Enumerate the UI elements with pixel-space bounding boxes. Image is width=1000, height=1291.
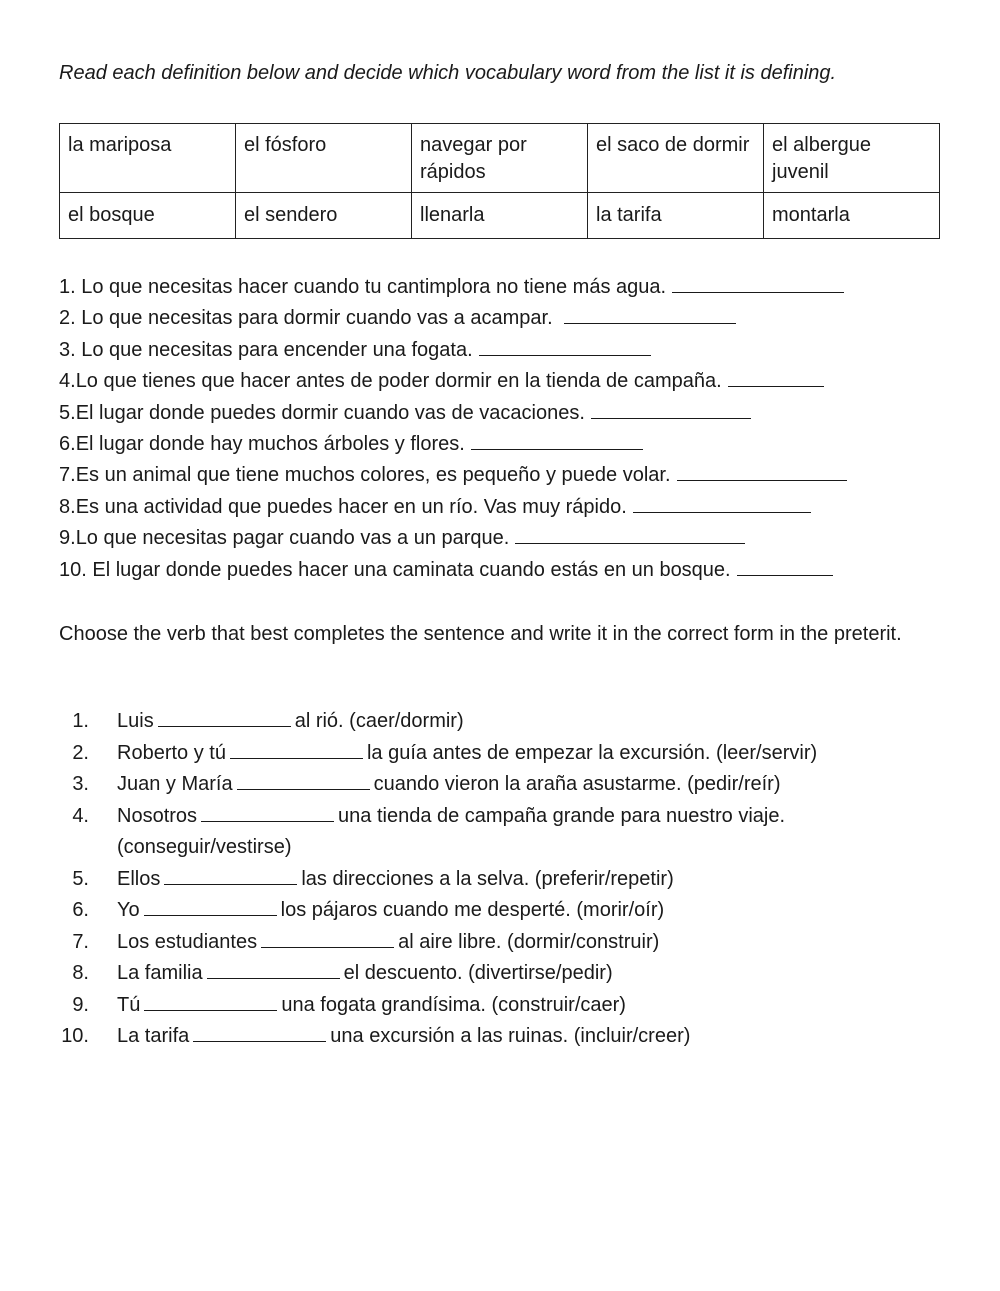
definition-item: [59, 430, 847, 461]
verb-item-number: 3.: [72, 773, 89, 795]
verb-item: [55, 958, 915, 990]
definition-text: El lugar donde puedes dormir cuando vas de vacaciones.: [75, 401, 585, 424]
verb-item-rest: la guía antes de empezar la excursión. (leer/servir): [366, 741, 818, 764]
definition-number: 6.: [59, 432, 76, 455]
definition-item: [59, 304, 847, 335]
verb-item-subject: Luis: [117, 710, 154, 732]
definition-text: Es una actividad que puedes hacer en un río. Vas muy rápido.: [75, 495, 627, 518]
vocab-cell: navegar por rápidos: [412, 124, 588, 193]
answer-blank[interactable]: [471, 431, 643, 450]
answer-blank[interactable]: [672, 274, 844, 293]
answer-blank[interactable]: [591, 400, 751, 419]
definition-text: Lo que necesitas hacer cuando tu cantimplora no tiene más agua.: [75, 276, 667, 298]
answer-blank[interactable]: [230, 740, 363, 759]
answer-blank[interactable]: [261, 929, 394, 948]
verb-item-number: 7.: [72, 930, 89, 953]
verb-item: [55, 706, 915, 738]
verb-item: [55, 1021, 915, 1053]
verb-item-subject: Los estudiantes: [117, 930, 258, 953]
verb-item-rest: una excursión a las ruinas. (incluir/creer): [330, 1025, 691, 1047]
answer-blank[interactable]: [633, 494, 811, 513]
verb-item-number: 4.: [72, 804, 89, 827]
verb-item-subject: Nosotros: [117, 804, 198, 827]
verb-item-subject: La tarifa: [117, 1025, 190, 1047]
definition-text: El lugar donde hay muchos árboles y flores.: [75, 432, 465, 455]
vocab-cell: el bosque: [60, 193, 236, 239]
verb-item-subject: Ellos: [117, 867, 161, 890]
verb-item-rest: el descuento. (divertirse/pedir): [343, 962, 613, 984]
vocab-cell: llenarla: [412, 193, 588, 239]
vocab-cell: el sendero: [236, 193, 412, 239]
vocabulary-table: [59, 123, 940, 239]
verb-item-rest: al aire libre. (dormir/construir): [398, 930, 660, 953]
answer-blank[interactable]: [677, 462, 847, 481]
answer-blank[interactable]: [515, 525, 745, 544]
vocab-cell: la mariposa: [60, 124, 236, 193]
verb-item-rest: las direcciones a la selva. (preferir/repetir): [301, 867, 674, 890]
definition-text: Lo que tienes que hacer antes de poder dormir en la tienda de campaña.: [75, 370, 722, 393]
vocab-instructions: Read each definition below and decide which vocabulary word from the list it is defining.: [59, 62, 837, 84]
verb-item-rest: una fogata grandísima. (construir/caer): [281, 993, 626, 1016]
answer-blank[interactable]: [207, 960, 340, 979]
verb-item-number: 1.: [72, 710, 89, 732]
definition-number: 1.: [59, 276, 76, 298]
answer-blank[interactable]: [144, 897, 277, 916]
verb-item: [55, 864, 915, 896]
verb-item-rest: los pájaros cuando me desperté. (morir/oír): [280, 899, 665, 921]
definition-number: 10.: [59, 558, 87, 581]
answer-blank[interactable]: [144, 992, 277, 1011]
verb-item-number: 10.: [61, 1025, 89, 1047]
verb-item-rest: una tienda de campaña grande para nuestro viaje. (conseguir/vestirse): [117, 804, 786, 858]
verb-item-number: 8.: [72, 962, 89, 984]
answer-blank[interactable]: [193, 1023, 326, 1042]
definition-number: 4.: [59, 370, 76, 393]
verb-item: [55, 927, 915, 959]
definition-number: 3.: [59, 338, 76, 361]
definition-item: [59, 461, 847, 492]
verb-item: [55, 738, 915, 770]
vocab-cell: el saco de dormir: [588, 124, 764, 193]
verb-item: [55, 769, 915, 801]
definition-text: Es un animal que tiene muchos colores, es pequeño y puede volar.: [75, 464, 671, 487]
verb-item: [55, 801, 915, 864]
verb-item-number: 2.: [72, 741, 89, 764]
verb-instructions: Choose the verb that best completes the sentence and write it in the correct form in the preterit.: [59, 623, 902, 645]
answer-blank[interactable]: [728, 368, 824, 387]
verb-item-subject: Yo: [117, 899, 140, 921]
vocab-cell: la tarifa: [588, 193, 764, 239]
answer-blank[interactable]: [737, 557, 833, 576]
definition-item: [59, 367, 847, 398]
verb-exercise-list: [55, 706, 915, 1053]
vocab-cell: el fósforo: [236, 124, 412, 193]
definition-number: 8.: [59, 495, 76, 518]
vocab-row: [60, 124, 940, 193]
answer-blank[interactable]: [564, 305, 736, 324]
vocab-cell: montarla: [764, 193, 940, 239]
vocab-row: [60, 193, 940, 239]
definition-item: [59, 556, 847, 587]
definition-item: [59, 273, 847, 304]
definition-text: Lo que necesitas pagar cuando vas a un parque.: [75, 527, 510, 550]
definitions-list: [59, 273, 847, 587]
definition-text: El lugar donde puedes hacer una caminata cuando estás en un bosque.: [86, 558, 731, 581]
verb-item: [55, 990, 915, 1022]
verb-item-subject: Tú: [117, 993, 141, 1016]
answer-blank[interactable]: [164, 866, 297, 885]
verb-item-rest: cuando vieron la araña asustarme. (pedir/reír): [373, 773, 781, 795]
definition-item: [59, 399, 847, 430]
definition-text: Lo que necesitas para dormir cuando vas a acampar.: [75, 307, 559, 330]
definition-item: [59, 493, 847, 524]
verb-item-number: 9.: [72, 993, 89, 1016]
vocab-cell: el albergue juvenil: [764, 124, 940, 193]
definition-item: [59, 524, 847, 555]
verb-item-subject: Roberto y tú: [117, 741, 226, 764]
definition-number: 7.: [59, 464, 76, 487]
verb-item-number: 6.: [72, 899, 89, 921]
definition-item: [59, 336, 847, 367]
answer-blank[interactable]: [237, 771, 370, 790]
answer-blank[interactable]: [479, 337, 651, 356]
definition-number: 5.: [59, 401, 76, 424]
verb-item-number: 5.: [72, 867, 89, 890]
verb-item-rest: al rió. (caer/dormir): [294, 710, 464, 732]
verb-item: [55, 895, 915, 927]
definition-text: Lo que necesitas para encender una fogata.: [75, 338, 473, 361]
verb-item-subject: La familia: [117, 962, 203, 984]
answer-blank[interactable]: [201, 803, 334, 822]
definition-number: 9.: [59, 527, 76, 550]
verb-item-subject: Juan y María: [117, 773, 233, 795]
definition-number: 2.: [59, 307, 76, 330]
answer-blank[interactable]: [158, 708, 291, 727]
